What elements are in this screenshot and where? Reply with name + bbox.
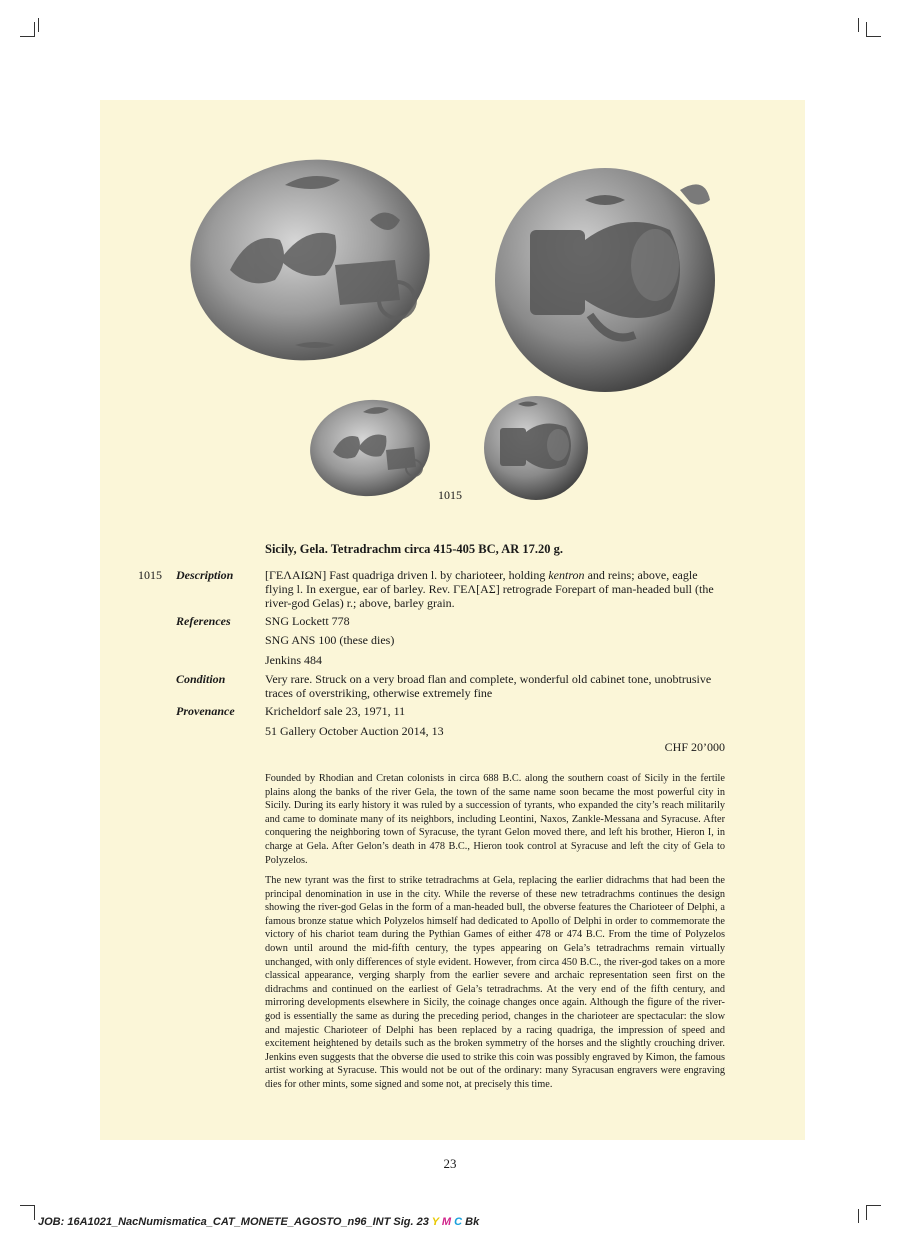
crop-mark-top-left-bar [38,18,39,32]
image-caption: 1015 [438,488,462,502]
lot-number: 1015 [138,568,162,582]
coin-images-enlarged [185,150,745,410]
description-label: Description [176,568,234,582]
essay-paragraph-2: The new tyrant was the first to strike tetradrachms at Gela, replacing the earlier didrachms that had been the principal denomination in use in the city. While the reverse of these new tetradrachms continues the design showing the river-god Gelas in the form of a man-headed bull, the obverse features the Charioteer of Delphi, a famous bronze statue which Polyzelos himself had dedicated to Apollo of Delphi in order to commemorate the victory of his chariot team during the Pythian Games of either 478 or 474 B.C. From the time of Polyzelos down until around the mid-fifth century, the types appearing on Gela’s tetradrachms remain virtually unchanged, with only differences of style evident. However, from circa 450 B.C., the river-god takes on a more classical appearance, verging sharply from the earlier severe and archaic representation seen first on the didrachms and continued on the earliest of Gela’s tetradrachms. At the very end of the fifth century, and mirroring developments elsewhere in Sicily, the coinage changes once again. Although the figure of the river-god is essentially the same as during the preceding period, changes in the charioteer are spectacular: the slow and majestic Charioteer of Delphi has been replaced by a racing quadriga, the impression of speed and excitement heightened by details such as the broken symmetry of the horses and the slightly crouching driver. Jenkins even suggests that the obverse die used to strike this coin was possibly engraved by Kimon, the famous artist working at Syracuse. This would not be out of the ordinary: many Syracusan engravers were engraving dies for other mints, some signed and some not, at precisely this time. [265,875,725,1090]
reference-item: SNG Lockett 778 [265,614,350,628]
provenance-item: Kricheldorf sale 23, 1971, 11 [265,704,406,718]
obverse-coin-small [308,394,435,500]
condition-label: Condition [176,672,226,686]
provenance-item: 51 Gallery October Auction 2014, 13 [265,724,444,738]
lot-description [265,568,725,610]
color-y: Y [431,1216,439,1228]
page-number: 23 [443,1156,457,1171]
catalog-panel [100,100,805,1140]
crop-mark-bottom-right-bar [858,1209,859,1223]
reference-item: SNG ANS 100 (these dies) [265,633,395,647]
job-text: JOB: 16A1021_NacNumismatica_CAT_MONETE_AGOSTO_n96_INT Sig. 23 [38,1216,429,1228]
essay-paragraph-1: Founded by Rhodian and Cretan colonists in circa 688 B.C. along the southern coast of Sicily in the fertile plains along the banks of the river Gela, the town of the same name soon became the most powerful city in Sicily. During its early history it was ruled by a succession of tyrants, who expanded the city’s reach militarily and came to dominate many of its neighbors, including Leontini, Naxos, Zankle-Messana and Syracuse. After conquering the neighboring town of Syracuse, the tyrant Gelon moved there, and left his brother, Hieron I, in charge at Gela. After Gelon’s death in 478 B.C., Hieron took control at Syracuse and left the city of Gela to Polyzelos. [265,773,725,866]
crop-mark-bottom-right [866,1205,881,1220]
crop-mark-top-right-bar [858,18,859,32]
obverse-coin-large [185,150,443,376]
description-rest: and reins; above, eagle flying l. In exergue, ear of barley. Rev. ΓΕΛ[ΑΣ] retrograde Forepart of man-headed bull (the river-god Gelas) r.; above, barley grain. [265,568,714,610]
print-job-line [38,1216,479,1228]
provenance-label: Provenance [176,704,235,718]
color-c: C [454,1216,463,1228]
crop-mark-top-right [866,22,881,37]
lot-title: Sicily, Gela. Tetradrachm circa 415-405 BC, AR 17.20 g. [265,542,564,556]
reference-item: Jenkins 484 [265,653,322,667]
reverse-coin-small [484,396,588,500]
coin-images-actual-size [308,390,598,500]
reverse-coin-large [495,168,715,392]
crop-mark-top-left [20,22,35,37]
lot-condition: Very rare. Struck on a very broad flan and complete, wonderful old cabinet tone, unobtrusive traces of overstriking, otherwise extremely fine [265,672,712,700]
crop-mark-bottom-left [20,1205,35,1220]
color-m: M [441,1216,452,1228]
references-label: References [176,614,231,628]
description-kentron: kentron [548,568,585,582]
estimate-price: CHF 20’000 [664,740,725,754]
description-legend: [ΓΕΛΑΙΩΝ] Fast quadriga driven l. by charioteer, holding [265,568,549,582]
color-bk: Bk [465,1216,480,1228]
